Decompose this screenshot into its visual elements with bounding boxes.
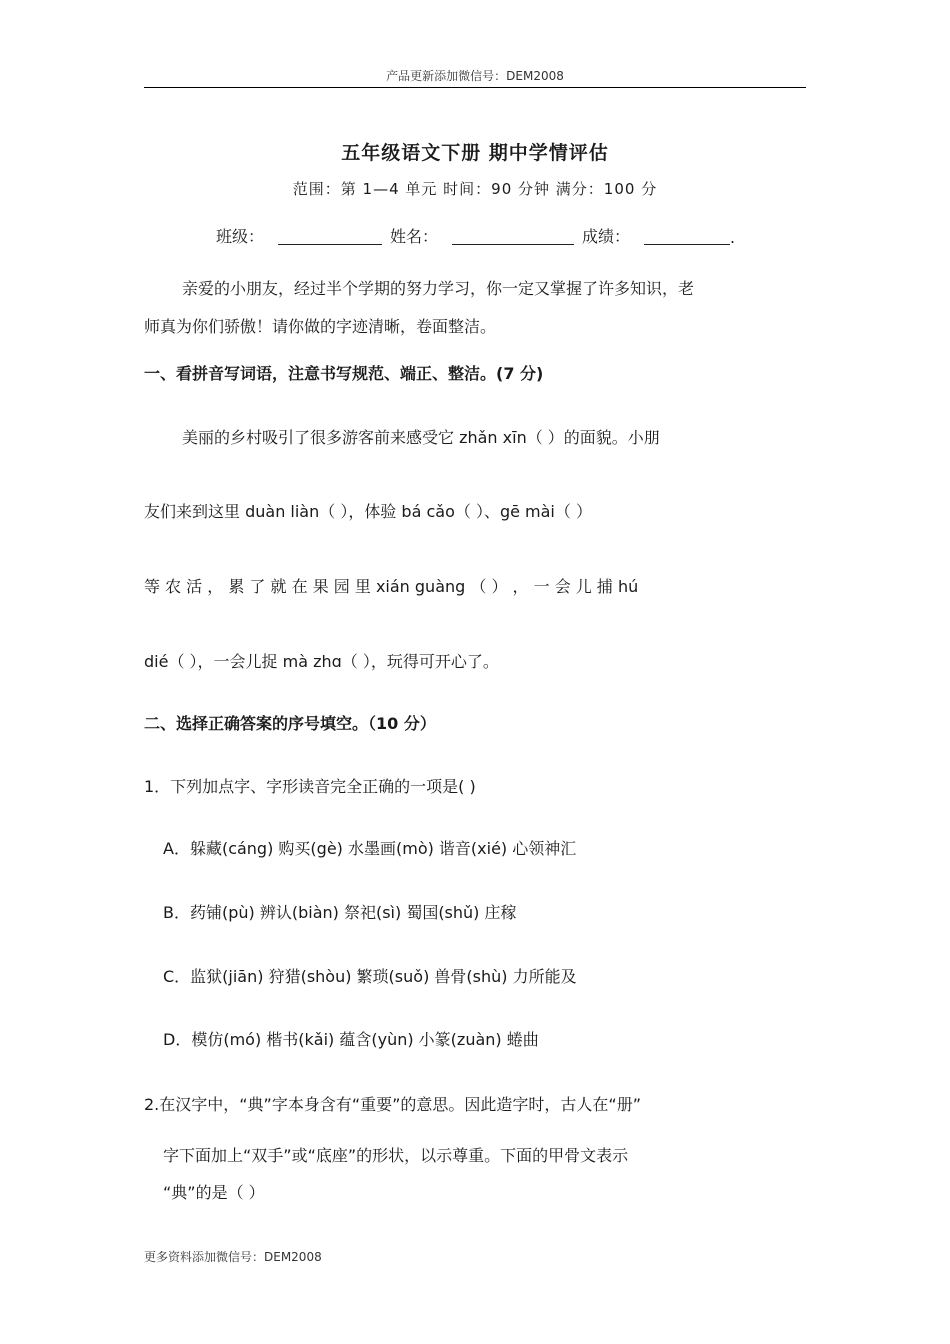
student-info-row [216, 224, 735, 247]
header-divider [144, 87, 806, 88]
footer-note: 更多资料添加微信号：DEM2008 [144, 1250, 322, 1264]
question-2-line-3: “典”的是（ ） [163, 1183, 265, 1202]
page-title: 五年级语文下册 期中学情评估 [341, 142, 609, 164]
question-1-option-c[interactable]: C．监狱(jiān) 狩猎(shòu) 繁琐(suǒ) 兽骨(shù) 力所能及 [163, 967, 577, 986]
section-1-heading: 一、看拼音写词语，注意书写规范、端正、整洁。(7 分) [144, 364, 544, 383]
question-1-option-d[interactable]: D．模仿(mó) 楷书(kǎi) 蕴含(yùn) 小篆(zuàn) 蜷曲 [163, 1030, 539, 1049]
intro-line-2: 师真为你们骄傲！请你做的字迹清晰，卷面整洁。 [144, 317, 497, 336]
name-label: 姓名： [390, 227, 439, 246]
question-1-option-a[interactable]: A．躲藏(cáng) 购买(gè) 水墨画(mò) 谐音(xié) 心领神汇 [163, 839, 577, 858]
section-2-heading: 二、选择正确答案的序号填空。（10 分） [144, 714, 436, 733]
question-1-stem: 1．下列加点字、字形读音完全正确的一项是( ) [144, 777, 476, 796]
header-note: 产品更新添加微信号：DEM2008 [386, 69, 564, 83]
question-2-line-2: 字下面加上“双手”或“底座”的形状，以示尊重。下面的甲骨文表示 [163, 1146, 629, 1165]
score-field[interactable] [644, 226, 730, 245]
section-1-line-1: 美丽的乡村吸引了很多游客前来感受它 zhǎn xīn（ ）的面貌。小朋 [182, 428, 660, 447]
question-1-option-b[interactable]: B．药铺(pù) 辨认(biàn) 祭祀(sì) 蜀国(shǔ) 庄稼 [163, 903, 517, 922]
score-label: 成绩： [582, 227, 631, 246]
intro-line-1: 亲爱的小朋友，经过半个学期的努力学习，你一定又掌握了许多知识，老 [182, 279, 695, 298]
info-end-mark: . [730, 228, 736, 247]
question-2-line-1: 2.在汉字中，“典”字本身含有“重要”的意思。因此造字时，古人在“册” [144, 1095, 642, 1114]
section-1-line-3: 等 农 活 ， 累 了 就 在 果 园 里 xián guàng （ ） ， 一 会 儿 捕 hú [144, 577, 639, 596]
class-label: 班级： [216, 227, 265, 246]
name-field[interactable] [452, 226, 574, 245]
class-field[interactable] [278, 226, 382, 245]
section-1-line-2: 友们来到这里 duàn liàn（ ），体验 bá cǎo（ ）、gē mài（ ） [144, 502, 592, 521]
section-1-line-4: dié（ ），一会儿捉 mà zhɑ（ ），玩得可开心了。 [144, 652, 499, 671]
exam-subtitle: 范围：第 1—4 单元 时间：90 分钟 满分：100 分 [292, 180, 658, 198]
